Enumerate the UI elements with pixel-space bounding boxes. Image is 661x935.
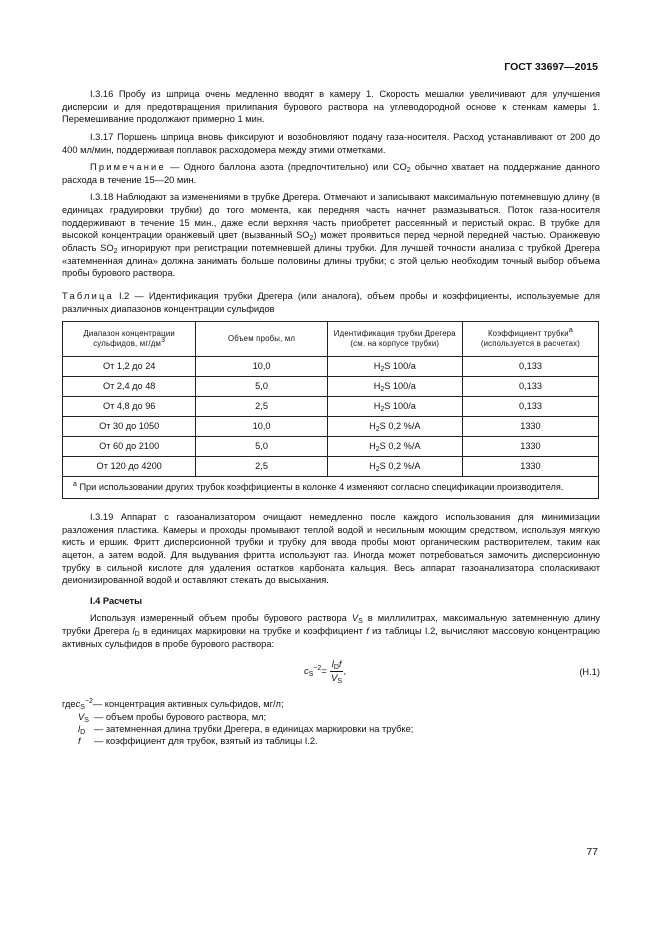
note-text-a: — Одного баллона азота (предпочтительно) или CO xyxy=(165,162,407,173)
header-tube-identification: Идентификация трубки Дрегера (см. на корпусе трубки) xyxy=(327,322,462,357)
cell-volume: 10,0 xyxy=(196,417,327,437)
cell-volume: 2,5 xyxy=(196,457,327,477)
paragraph-i318 xyxy=(62,191,600,279)
cell-tube: $H_2S$ 0,2 %/A xyxy=(327,457,462,477)
table-row xyxy=(63,417,599,437)
p318-sub-2: 2 xyxy=(113,248,118,256)
table-caption-label: Таблица xyxy=(62,290,114,301)
p318-part-a: I.3.18 Наблюдают за изменениями в трубке Дрегера. Отмечают и записывают максимальную потемневшую длину (в единицах градуировки трубки) до того момента, как передняя часть начнет размазываться. Поток газа-носителя поддерживают в течение 15 мин., даже если верхняя часть приобретет рассеянный и перистый окрас. В трубке для высокой концентрации оранжевый цвет (вызванный SO xyxy=(62,192,600,241)
formula-h1 xyxy=(62,656,600,690)
document-header: ГОСТ 33697—2015 xyxy=(504,61,598,73)
cell-range: От 60 до 2100 xyxy=(63,437,196,457)
formula-definitions xyxy=(62,698,600,747)
paragraph-i316: I.3.16 Пробу из шприца очень медленно вводят в камеру 1. Скорость мешалки увеличивают для улучшения дисперсии и для предотвращения прилипания бурового раствора на углеводородной основе к стенкам камеры 1. Перемешивание продолжают примерно 1 мин. xyxy=(62,89,600,125)
cell-volume: 5,0 xyxy=(196,437,327,457)
cell-tube: $H_2S$ 100/a xyxy=(327,397,462,417)
definition-ld: $l_D$ — затемненная длина трубки Дрегера, в единицах маркировки на трубке; xyxy=(78,723,414,736)
cell-tube: $H_2S$ 100/a xyxy=(327,357,462,377)
p318-part-c: игнорируют при регистрации потемневшей длины трубки. Для лучшей точности анализа с трубкой Дрегера «затемненная длина» должна занимать больше половины длины трубки; с этой целью необходим точный выбор объема пробы бурового раствора. xyxy=(62,243,600,279)
table-header-row xyxy=(63,322,599,357)
formula-fraction: $\frac{l_Df}{V_S}$ xyxy=(331,659,343,685)
table-row xyxy=(63,357,599,377)
note-label: Примечание xyxy=(90,162,166,173)
section-title: I.4 Расчеты xyxy=(90,595,143,606)
paragraph-i317: I.3.17 Поршень шприца вновь фиксируют и возобновляют подачу газа-носителя. Расход устанавливают от 200 до 400 мл/мин, поддерживая поплавок расходомера между этими отметками. xyxy=(62,131,600,155)
note-paragraph xyxy=(62,161,600,186)
table-footnote-row xyxy=(63,477,599,499)
cell-volume: 5,0 xyxy=(196,377,327,397)
note-text-b: обычно хватает на поддержание данного расхода в течение 15—20 мин. xyxy=(62,162,600,185)
cell-range: От 30 до 1050 xyxy=(63,417,196,437)
cell-tube: $H_2S$ 100/a xyxy=(327,377,462,397)
table-caption-text: I.2 — Идентификация трубки Дрегера (или аналога), объем пробы и коэффициенты, используемые для различных диапазонов концентрации сульфидов xyxy=(62,290,600,314)
header-tube-coefficient: Коэффициент трубки$^a$ (используется в расчетах) xyxy=(462,322,598,357)
table-caption xyxy=(62,290,600,315)
cell-coefficient: 1330 xyxy=(462,457,598,477)
table-row xyxy=(63,397,599,417)
table-footnote xyxy=(63,477,599,499)
sulfide-table xyxy=(62,321,599,499)
footnote-text: При использовании других трубок коэффициенты в колонке 4 изменяют согласно спецификации производителя. xyxy=(76,482,564,493)
header-sample-volume: Объем пробы, мл xyxy=(196,322,327,357)
cell-coefficient: 1330 xyxy=(462,437,598,457)
p318-sub-1: 2 xyxy=(309,235,314,243)
table-body xyxy=(63,357,599,477)
paragraph-calculation-intro: Используя измеренный объем пробы бурового раствора $V_S$ в миллилитрах, максимальную затемненную длину трубки Дрегера $l_D$ в единицах маркировки на трубке и коэффициент f из таблицы I.2, вычисляют массовую концентрацию активных сульфидов в пробе бурового раствора: xyxy=(62,613,600,649)
note-subscript: 2 xyxy=(406,167,411,175)
table-row xyxy=(63,437,599,457)
cell-range: От 120 до 4200 xyxy=(63,457,196,477)
table-row xyxy=(63,377,599,397)
definition-vs: $V_S$ — объем пробы бурового раствора, мл; xyxy=(78,711,267,724)
definition-cs: где $c_S^{-2}$ — концентрация активных сульфидов, мг/л; xyxy=(62,698,284,712)
definition-f: f — коэффициент для трубок, взятый из таблицы I.2. xyxy=(78,736,318,747)
cell-tube: $H_2S$ 0,2 %/A xyxy=(327,437,462,457)
cell-coefficient: 0,133 xyxy=(462,397,598,417)
footnote-mark: a xyxy=(73,481,77,489)
cell-range: От 4,8 до 96 xyxy=(63,397,196,417)
document-body xyxy=(62,88,600,747)
cell-tube: $H_2S$ 0,2 %/A xyxy=(327,417,462,437)
cell-coefficient: 0,133 xyxy=(462,377,598,397)
page-number: 77 xyxy=(586,846,598,858)
cell-range: От 1,2 до 24 xyxy=(63,357,196,377)
cell-coefficient: 1330 xyxy=(462,417,598,437)
cell-volume: 2,5 xyxy=(196,397,327,417)
cell-volume: 10,0 xyxy=(196,357,327,377)
table-row xyxy=(63,457,599,477)
cell-range: От 2,4 до 48 xyxy=(63,377,196,397)
cell-coefficient: 0,133 xyxy=(462,357,598,377)
formula-number: (H.1) xyxy=(579,667,600,678)
formula-expression: $c_S^{-2}$ = $\frac{l_Df}{V_S}$ , xyxy=(304,659,347,685)
paragraph-i319: I.3.19 Аппарат с газоанализатором очищают немедленно после каждого использования для минимизации разложения пластика. Камеры и проходы промывают теплой водой и несильным моющим средством, используя мягкую кисть и ершик. Фритт дисперсионной трубки и трубку для ввода пробы моют органическим растворителем, таким как ацетон, а затем водой. Для выдувания фритта используют газ. Иногда может потребоваться замочить дисперсионную трубку в сильной кислоте для удаления остатков карбоната кальция. Весь аппарат газоанализатора споласкивают деионизированной водой и оставляют стекать до высыхания. xyxy=(62,511,600,586)
p318-part-b: ) может проявиться перед черной передней частью. Оранжевую область SO xyxy=(62,230,600,254)
header-concentration-range: Диапазон концентрации сульфидов, $мг/дм^3$ xyxy=(63,322,196,357)
